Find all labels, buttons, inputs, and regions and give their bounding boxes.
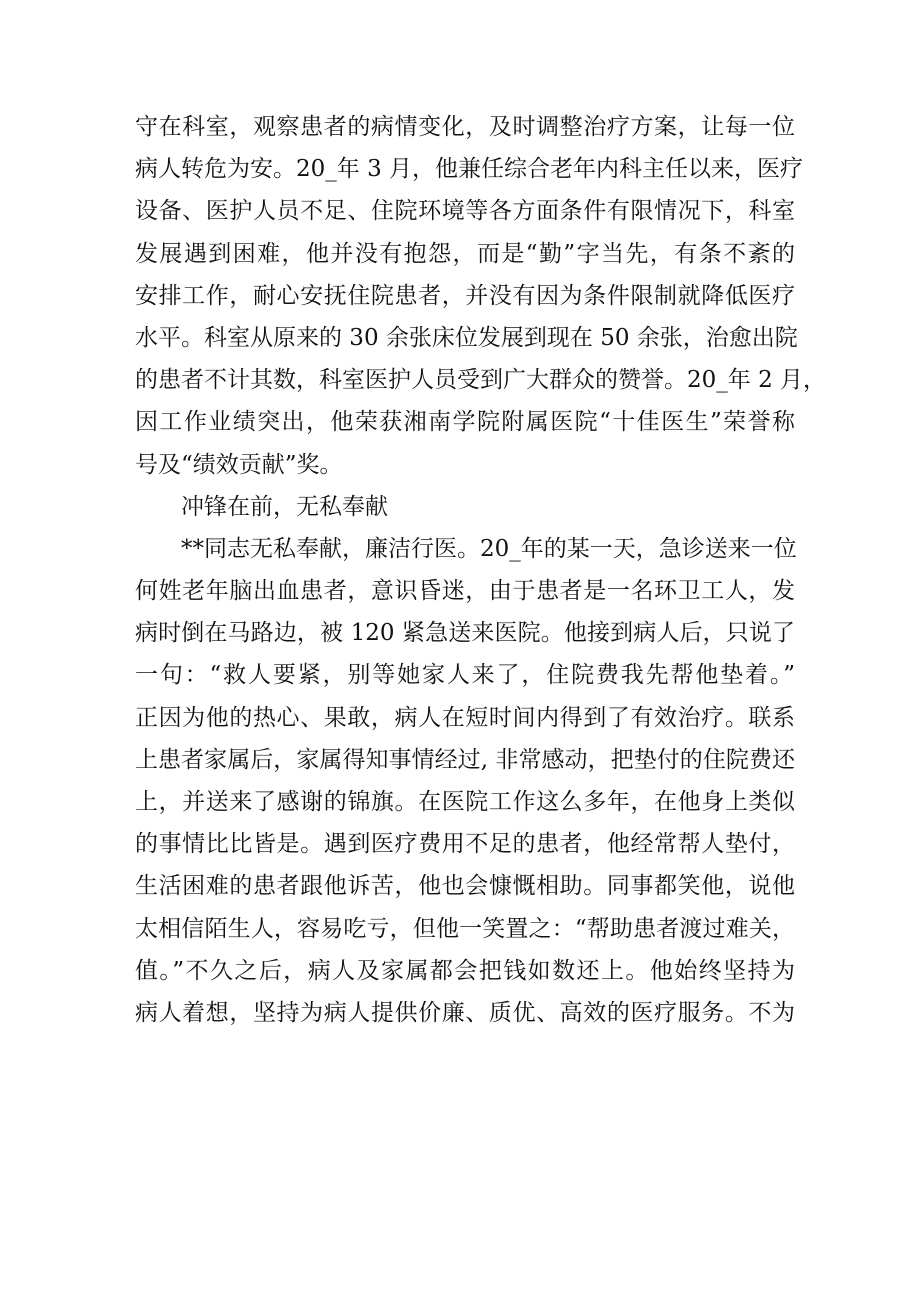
text-line: 安排工作，耐心安抚住院患者，并没有因为条件限制就降低医疗 bbox=[135, 282, 795, 309]
paragraph-2 bbox=[135, 528, 795, 1034]
document-body bbox=[135, 106, 827, 1034]
text-line: 太相信陌生人，容易吃亏，但他一笑置之：“帮助患者渡过难关， bbox=[135, 915, 795, 942]
text-line: 值。”不久之后，病人及家属都会把钱如数还上。他始终坚持为 bbox=[135, 957, 795, 984]
text-line: 上患者家属后，家属得知事情经过, 非常感动，把垫付的住院费还 bbox=[135, 746, 795, 773]
text-line: 正因为他的热心、果敢，病人在短时间内得到了有效治疗。联系 bbox=[135, 704, 795, 731]
text-line: 病时倒在马路边，被 120 紧急送来医院。他接到病人后，只说了 bbox=[135, 620, 795, 647]
text-line: 何姓老年脑出血患者，意识昏迷，由于患者是一名环卫工人，发 bbox=[135, 578, 795, 605]
text-line: 病人着想，坚持为病人提供价廉、质优、高效的医疗服务。不为 bbox=[135, 999, 795, 1026]
text-line: 守在科室，观察患者的病情变化，及时调整治疗方案，让每一位 bbox=[135, 114, 795, 140]
text-line: 因工作业绩突出，他荣获湘南学院附属医院“十佳医生”荣誉称 bbox=[135, 409, 795, 436]
text-line: 生活困难的患者跟他诉苦，他也会慷慨相助。同事都笑他，说他 bbox=[135, 873, 795, 900]
text-line: 病人转危为安。20_年 3 月，他兼任综合老年内科主任以来，医疗 bbox=[135, 156, 804, 183]
text-line: 的事情比比皆是。遇到医疗费用不足的患者，他经常帮人垫付， bbox=[135, 831, 795, 858]
text-line: **同志无私奉献，廉洁行医。20_年的某一天，急诊送来一位 bbox=[181, 535, 797, 562]
text-line: 水平。科室从原来的 30 余张床位发展到现在 50 余张，治愈出院 bbox=[135, 324, 798, 351]
text-line: 号及“绩效贡献”奖。 bbox=[135, 451, 343, 478]
text-line: 的患者不计其数，科室医护人员受到广大群众的赞誉。20_年 2 月， bbox=[135, 367, 827, 394]
text-line: 发展遇到困难，他并没有抱怨，而是“勤”字当先，有条不紊的 bbox=[135, 240, 795, 267]
paragraph-1 bbox=[135, 106, 827, 486]
text-line: 上，并送来了感谢的锦旗。在医院工作这么多年，在他身上类似 bbox=[135, 789, 795, 815]
section-heading: 冲锋在前，无私奉献 bbox=[181, 493, 388, 520]
text-line: 一句：“救人要紧，别等她家人来了，住院费我先帮他垫着。” bbox=[135, 662, 795, 689]
text-line: 设备、医护人员不足、住院环境等各方面条件有限情况下，科室 bbox=[135, 198, 795, 225]
